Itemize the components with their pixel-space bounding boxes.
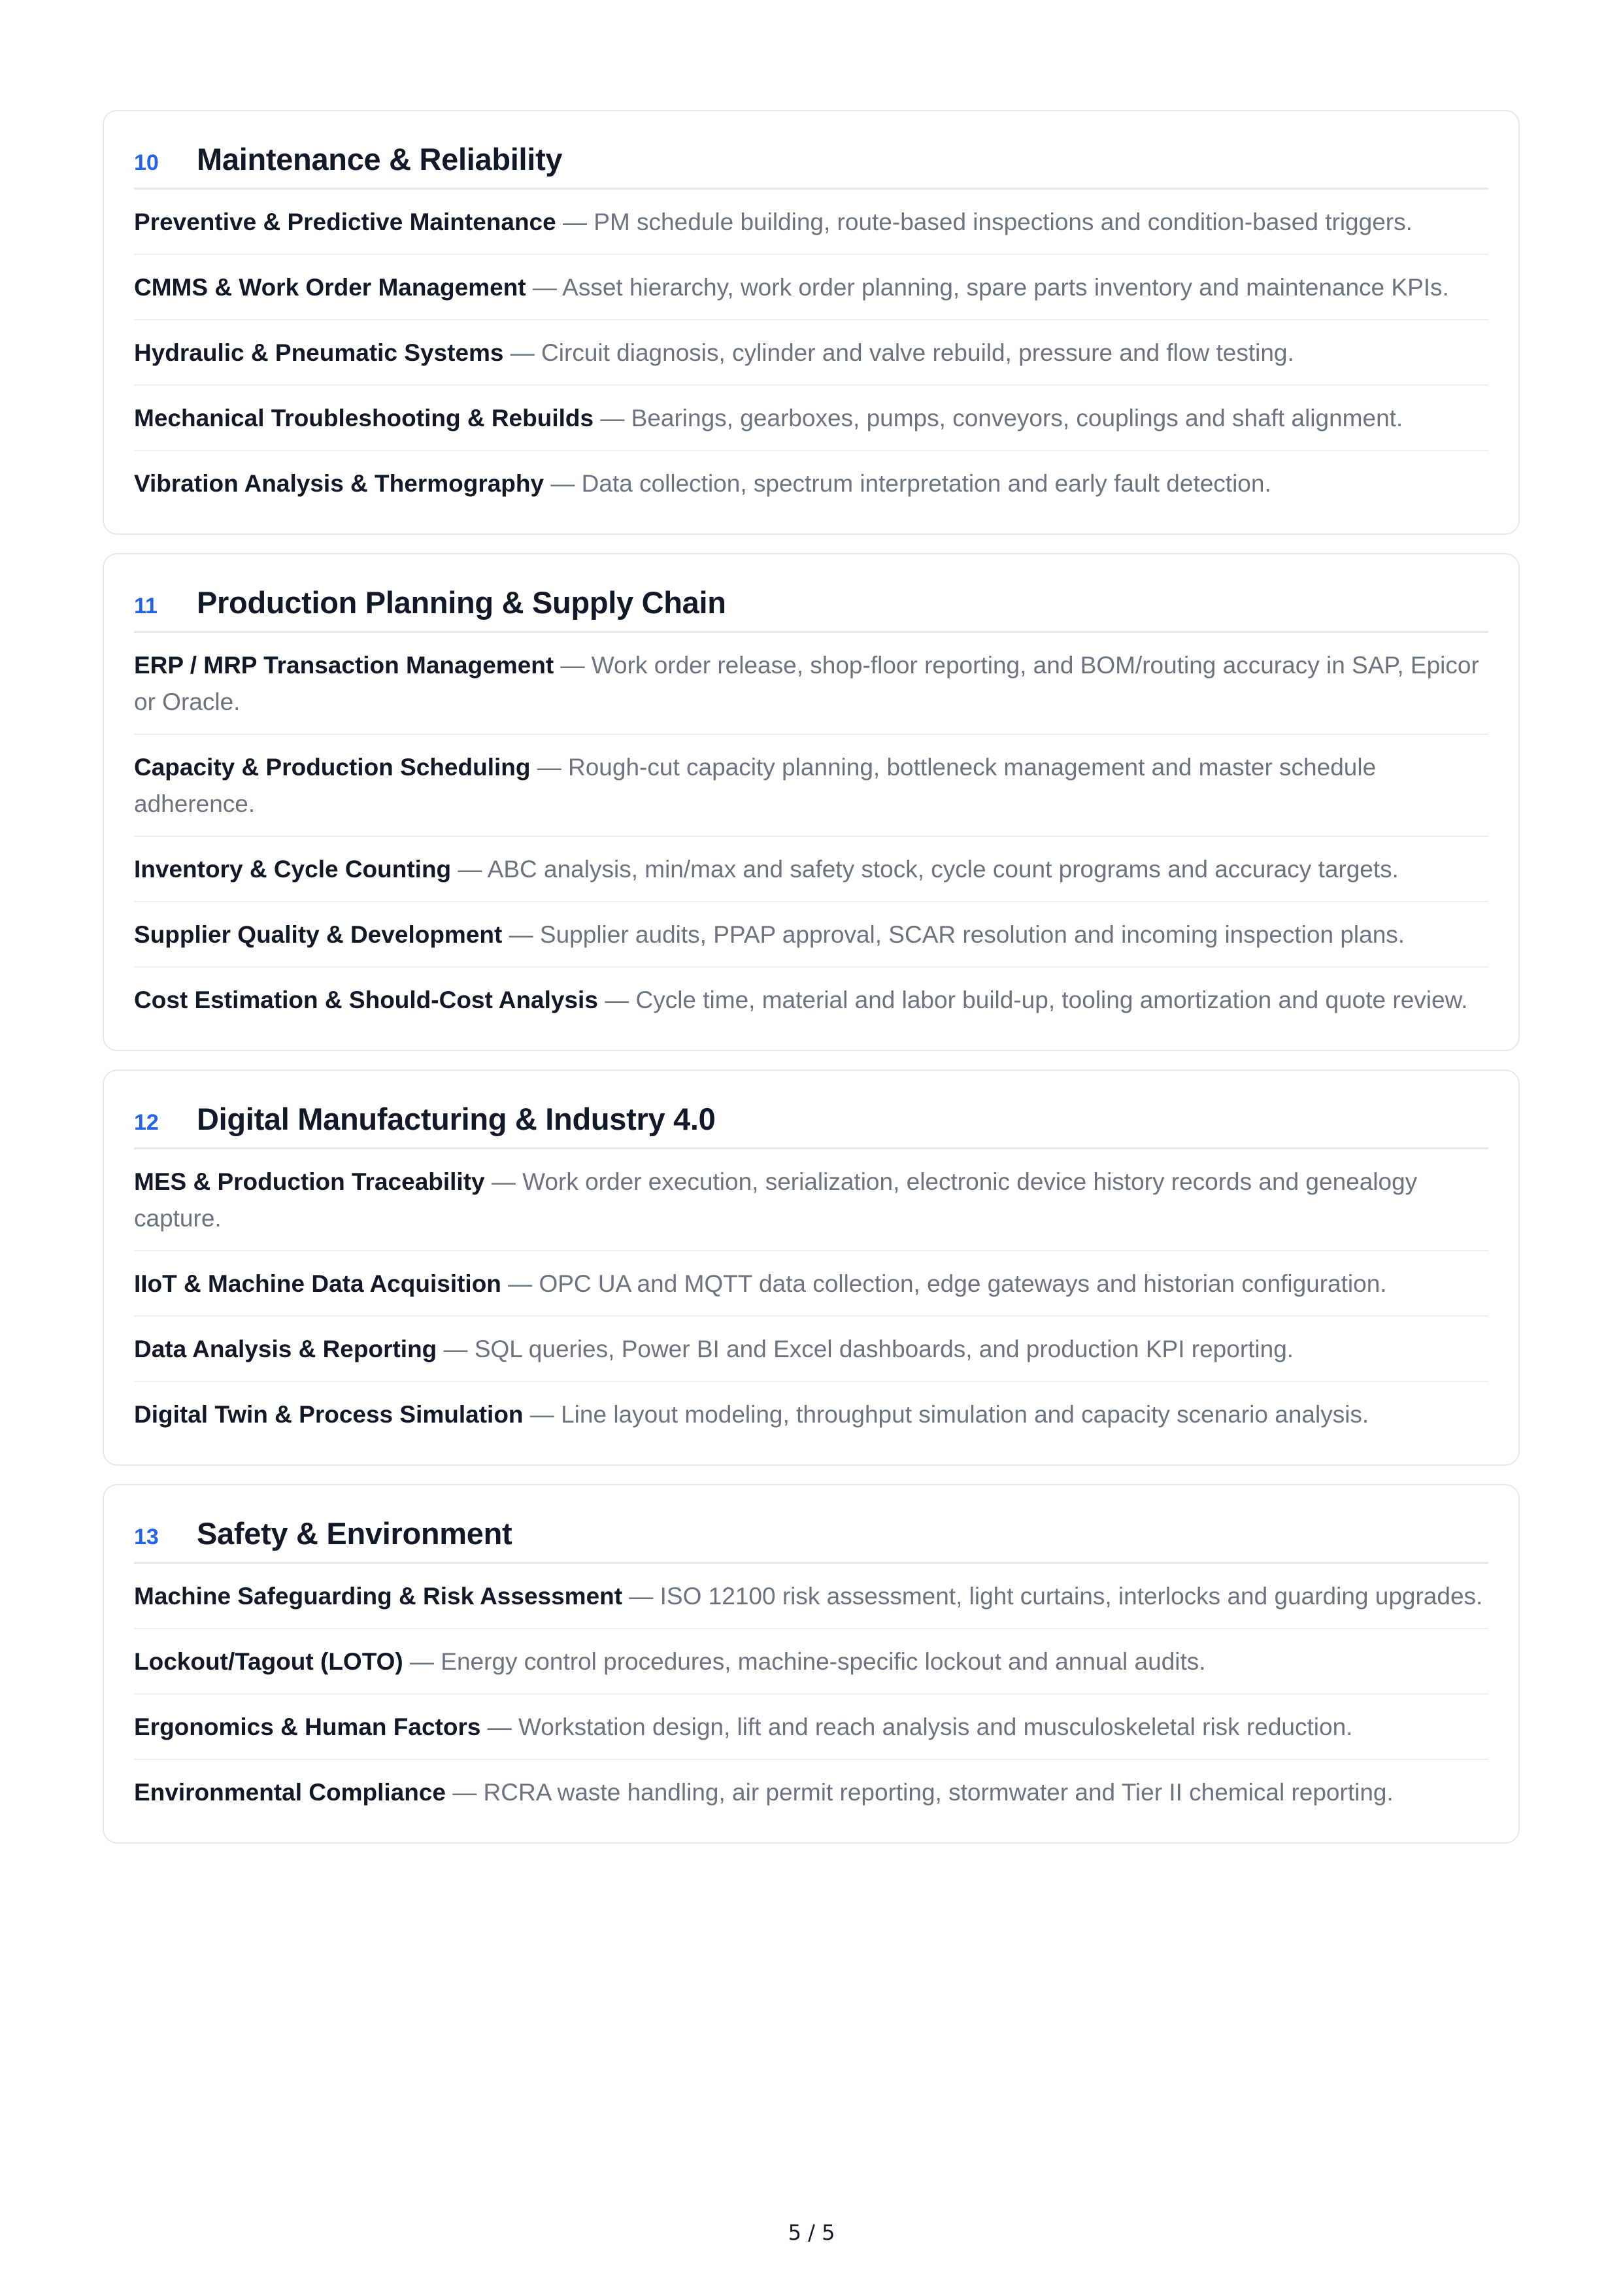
section-card-safety-environment <box>103 1484 1520 1844</box>
skill-list <box>134 190 1488 515</box>
section-title: Safety & Environment <box>197 1516 512 1551</box>
skill-description: — Workstation design, lift and reach analysis and musculoskeletal risk reduction. <box>480 1714 1353 1740</box>
section-header <box>134 128 1488 190</box>
skill-name: IIoT & Machine Data Acquisition <box>134 1270 501 1297</box>
skill-item <box>134 968 1488 1032</box>
skill-name: Data Analysis & Reporting <box>134 1336 437 1362</box>
skill-list <box>134 633 1488 1032</box>
skill-description: — SQL queries, Power BI and Excel dashboards, and production KPI reporting. <box>437 1336 1294 1362</box>
skill-name: Capacity & Production Scheduling <box>134 754 531 781</box>
skill-item <box>134 320 1488 386</box>
section-header <box>134 1502 1488 1564</box>
skill-description: — ISO 12100 risk assessment, light curtains, interlocks and guarding upgrades. <box>622 1583 1483 1610</box>
section-number: 13 <box>134 1525 159 1549</box>
skill-name: Inventory & Cycle Counting <box>134 856 452 883</box>
section-card-production-planning <box>103 553 1520 1051</box>
skill-description: — OPC UA and MQTT data collection, edge gateways and historian configuration. <box>501 1270 1387 1297</box>
skill-item <box>134 1382 1488 1446</box>
skill-description: — Cycle time, material and labor build-up, tooling amortization and quote review. <box>597 987 1468 1013</box>
skill-description: — Rough-cut capacity planning, bottleneck management and master schedule adherence. <box>134 754 1377 817</box>
skill-description: — RCRA waste handling, air permit reporting, stormwater and Tier II chemical reporting. <box>446 1779 1394 1806</box>
skill-description: — Data collection, spectrum interpretation and early fault detection. <box>544 470 1271 497</box>
skill-name: MES & Production Traceability <box>134 1168 485 1195</box>
section-title: Maintenance & Reliability <box>197 142 563 177</box>
skill-description: — PM schedule building, route-based inspections and condition-based triggers. <box>556 209 1413 235</box>
skill-item <box>134 837 1488 902</box>
skill-item <box>134 1251 1488 1317</box>
skill-item <box>134 1760 1488 1824</box>
skill-description: — ABC analysis, min/max and safety stock, cycle count programs and accuracy targets. <box>451 856 1399 883</box>
skill-name: Supplier Quality & Development <box>134 921 503 948</box>
skill-name: Cost Estimation & Should-Cost Analysis <box>134 987 598 1013</box>
skill-name: Lockout/Tagout (LOTO) <box>134 1648 403 1675</box>
section-number: 12 <box>134 1110 159 1135</box>
skill-name: Vibration Analysis & Thermography <box>134 470 544 497</box>
skill-name: Environmental Compliance <box>134 1779 446 1806</box>
section-title: Digital Manufacturing & Industry 4.0 <box>197 1102 716 1136</box>
skill-description: — Work order release, shop-floor reporting, and BOM/routing accuracy in SAP, Epicor or Oracle. <box>134 652 1479 715</box>
skill-name: Digital Twin & Process Simulation <box>134 1401 524 1428</box>
section-number: 10 <box>134 150 159 175</box>
skill-item <box>134 1149 1488 1251</box>
skill-name: CMMS & Work Order Management <box>134 274 526 301</box>
skill-list <box>134 1149 1488 1446</box>
skill-list <box>134 1564 1488 1824</box>
skill-item <box>134 735 1488 837</box>
skill-description: — Asset hierarchy, work order planning, spare parts inventory and maintenance KPIs. <box>526 274 1449 301</box>
skill-item <box>134 633 1488 735</box>
skills-sections <box>103 110 1520 1862</box>
skill-name: Ergonomics & Human Factors <box>134 1714 481 1740</box>
skill-item <box>134 190 1488 255</box>
skill-name: ERP / MRP Transaction Management <box>134 652 554 679</box>
skill-name: Hydraulic & Pneumatic Systems <box>134 339 504 366</box>
section-header <box>134 571 1488 633</box>
skill-description: — Work order execution, serialization, electronic device history records and genealogy capture. <box>134 1168 1418 1232</box>
skill-item <box>134 386 1488 451</box>
page-number: 5 / 5 <box>788 2220 835 2245</box>
skill-description: — Line layout modeling, throughput simulation and capacity scenario analysis. <box>523 1401 1369 1428</box>
section-number: 11 <box>134 594 158 618</box>
skill-name: Preventive & Predictive Maintenance <box>134 209 556 235</box>
skill-item <box>134 451 1488 515</box>
skill-description: — Bearings, gearboxes, pumps, conveyors, couplings and shaft alignment. <box>594 405 1403 431</box>
skill-description: — Supplier audits, PPAP approval, SCAR resolution and incoming inspection plans. <box>502 921 1405 948</box>
skill-item <box>134 1629 1488 1695</box>
section-card-digital-manufacturing <box>103 1070 1520 1466</box>
section-card-maintenance <box>103 110 1520 535</box>
section-header <box>134 1088 1488 1149</box>
skill-item <box>134 902 1488 968</box>
skill-item <box>134 1317 1488 1382</box>
skill-description: — Energy control procedures, machine-specific lockout and annual audits. <box>403 1648 1206 1675</box>
skill-item <box>134 1564 1488 1629</box>
skill-name: Machine Safeguarding & Risk Assessment <box>134 1583 623 1610</box>
skill-item <box>134 255 1488 320</box>
section-title: Production Planning & Supply Chain <box>197 585 726 620</box>
skill-description: — Circuit diagnosis, cylinder and valve rebuild, pressure and flow testing. <box>503 339 1294 366</box>
skill-item <box>134 1695 1488 1760</box>
skill-name: Mechanical Troubleshooting & Rebuilds <box>134 405 594 431</box>
